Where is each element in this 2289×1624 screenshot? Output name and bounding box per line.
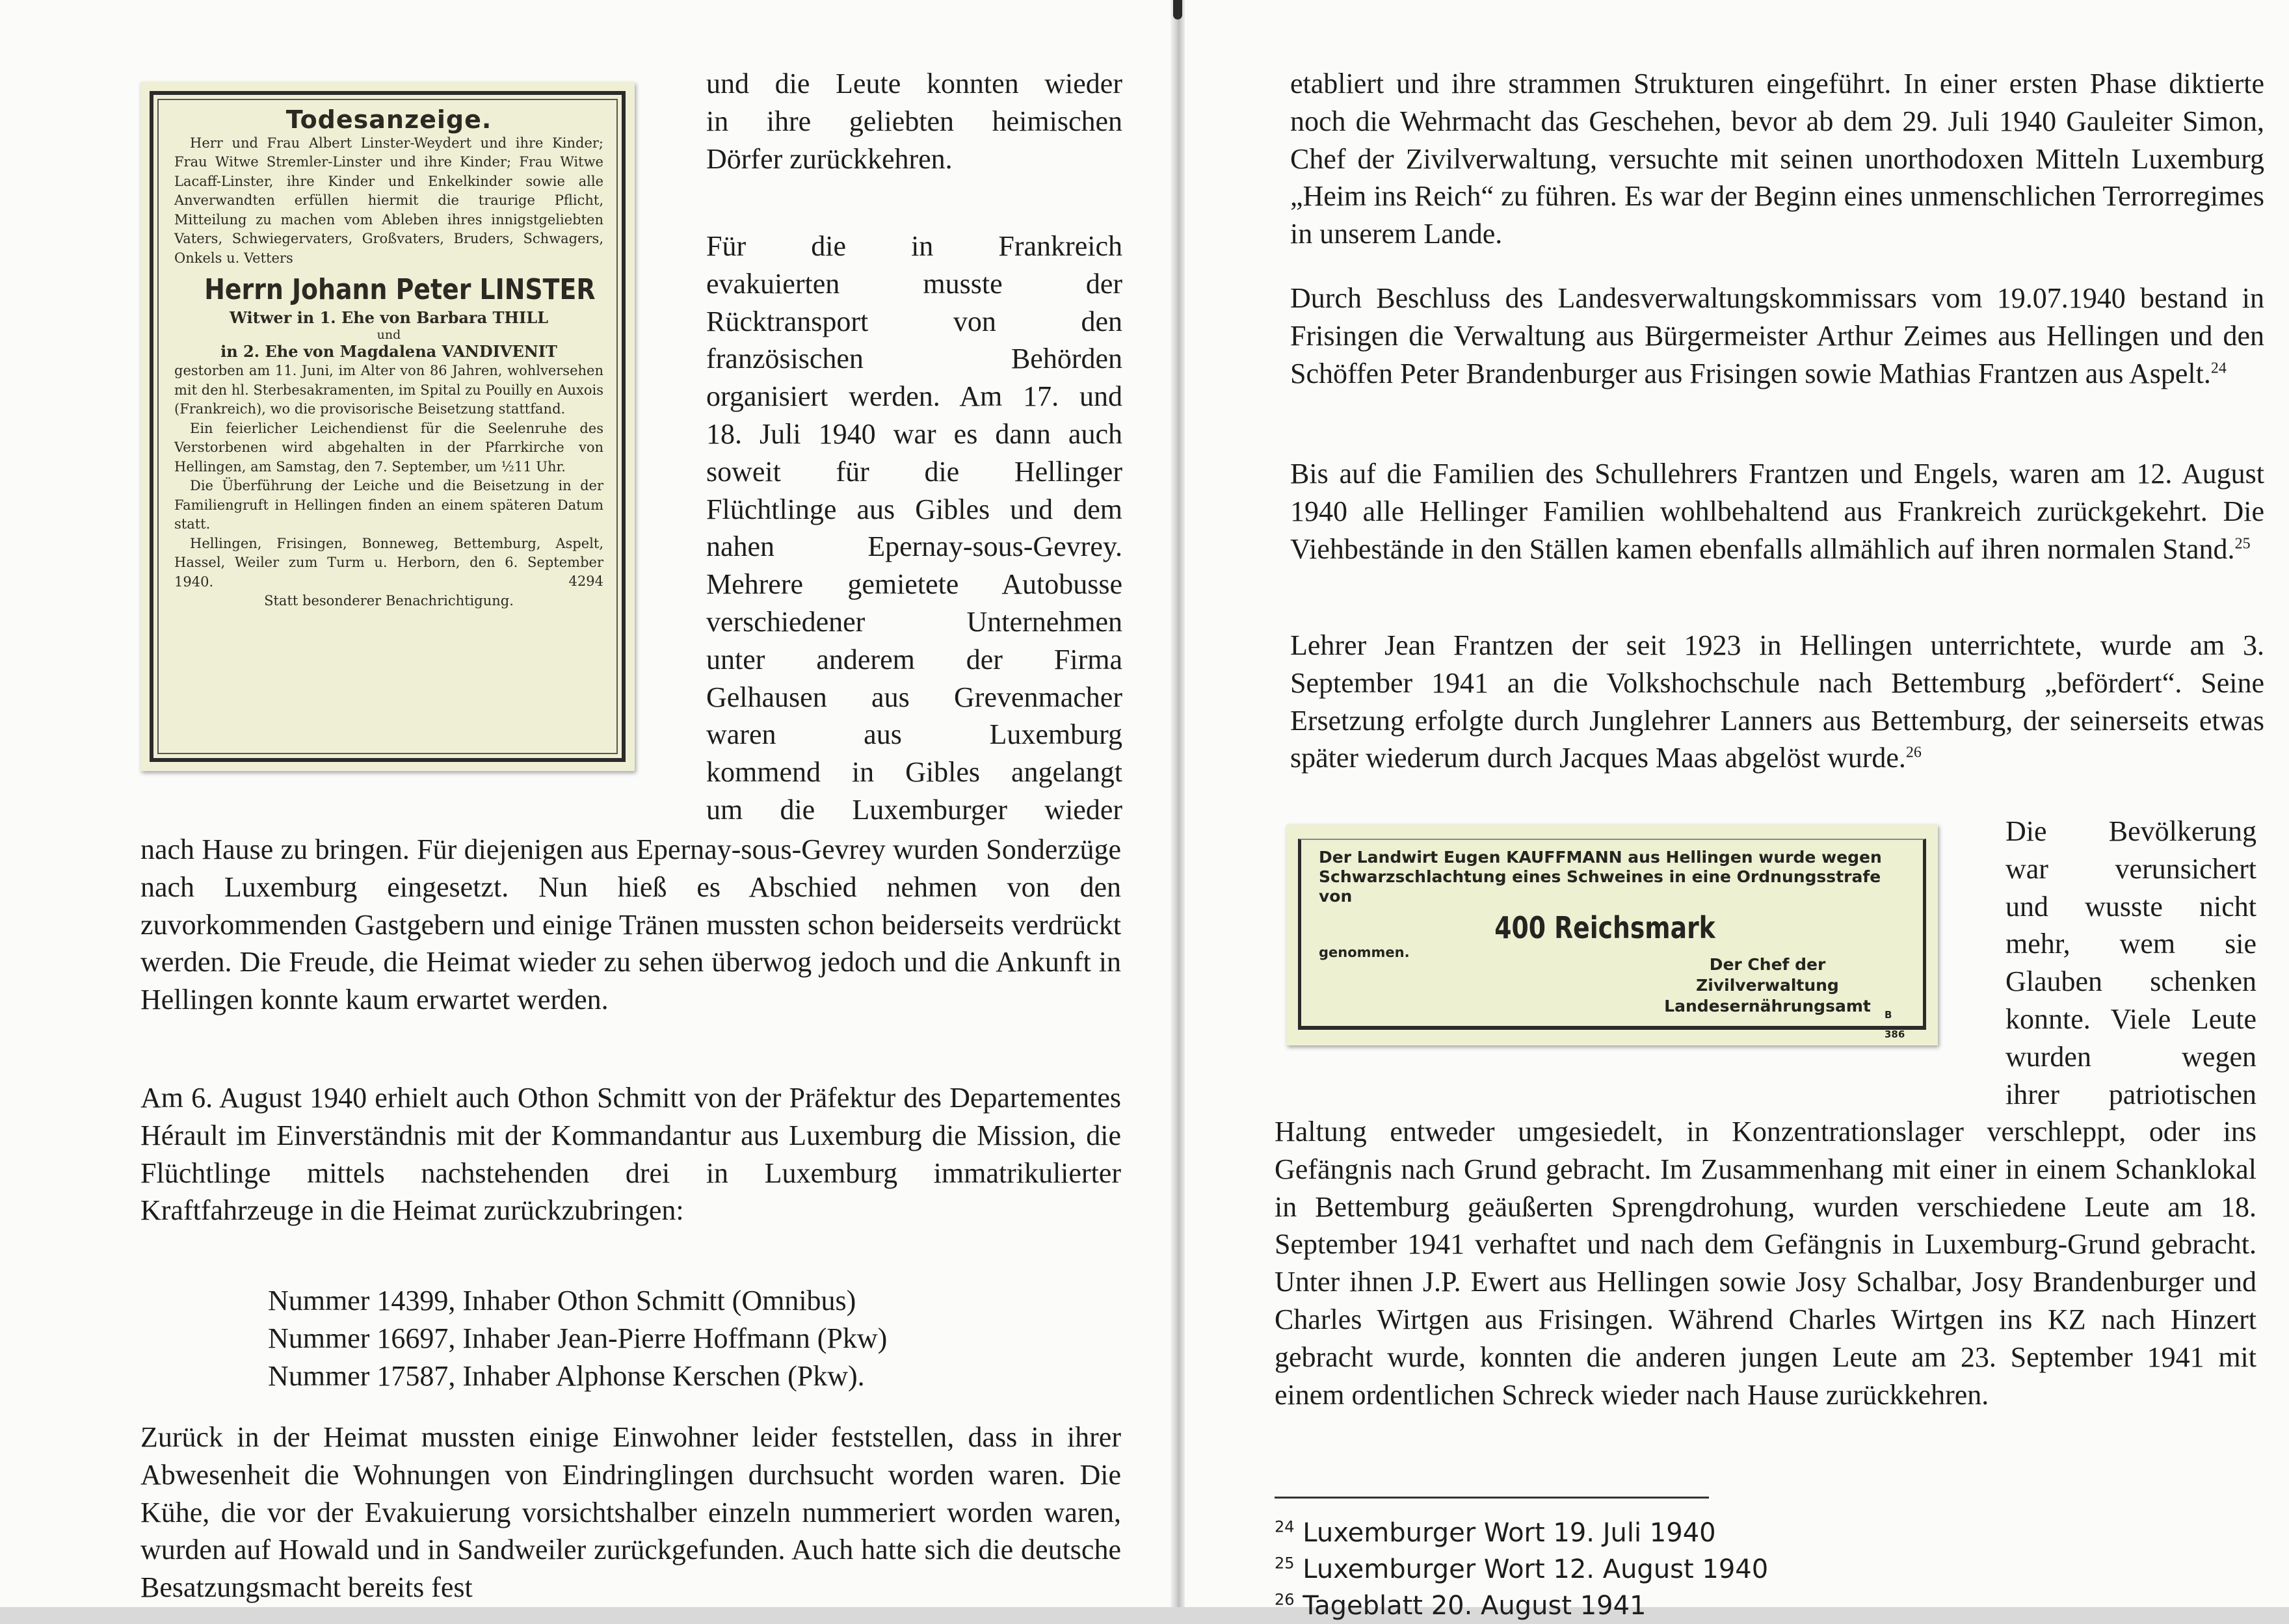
paragraph-2-continued: nach Hause zu bringen. Für diejenigen aus Epernay-sous-Gevrey wurden Sonderzüge nach Luxemburg eingesetzt. Nun hieß es Abschied nehmen von den zuvorkommenden Gastgebern und einige Tränen mussten schon beiderseits verdrückt werden. Die Freude, die Heimat wieder zu sehen überwog jedoch und die Ankunft in Hellingen konnte kaum erwartet werden. <box>140 833 1121 1016</box>
death-notice-number: 4294 <box>568 573 603 589</box>
footnote-ref[interactable]: 25 <box>2234 534 2251 552</box>
fine-notice-clipping <box>1286 824 1938 1045</box>
death-notice-second-marriage: in 2. Ehe von Magdalena VANDIVENIT <box>220 342 557 361</box>
death-notice-places: Hellingen, Frisingen, Bonneweg, Bettemburg, Aspelt, Hassel, Weiler zum Turm u. Herborn, den 6. September 1940. <box>174 535 603 590</box>
column-paragraph-1: und die Leute konnten wieder in ihre geliebten heimischen Dörfer zurückkehren. <box>706 68 1122 175</box>
footnote-25: $^{25}$ Luxemburger Wort 12. August 1940 <box>1275 1554 1769 1584</box>
bookmark-ribbon <box>1173 0 1182 20</box>
footnote-24: $^{24}$ Luxemburger Wort 19. Juli 1940 <box>1275 1517 1716 1548</box>
right-paragraph-1: etabliert und ihre strammen Strukturen eingeführt. In einer ersten Phase diktierte noch die Wehrmacht das Geschehen, bevor ab dem 29. Juli 1940 Gauleiter Simon, Chef der Zivilverwaltung, versuchte mit seinen unorthodoxen Mitteln Luxemburg „Heim ins Reich“ zu führen. Es war der Beginn eines unmenschlichen Terrorregimes in unserem Lande. <box>1290 68 2264 250</box>
paragraph-4: Zurück in der Heimat mussten einige Einwohner leider feststellen, dass in ihrer Abwesenheit die Wohnungen von Eindringlingen durchsucht worden waren. Die Kühe, die vor der Evakuierung vorsichtshalber einzeln nummeriert worden waren, wurden auf Howald und in Sandweiler zurückgefunden. Auch hatte sich die deutsche Besatzungsmacht bereits fest <box>140 1421 1121 1604</box>
footnote-ref[interactable]: 24 <box>2210 359 2227 376</box>
footnote-26: $^{26}$ Tageblatt 20. August 1941 <box>1275 1590 1647 1621</box>
death-notice-title: Todesanzeige. <box>285 105 492 134</box>
fine-notice-code: B 386 <box>1885 1009 1905 1040</box>
death-notice-intro: Herr und Frau Albert Linster-Weydert und ihre Kinder; Frau Witwe Stremler-Linster und ihre Kinder; Frau Witwe Lacaff-Linster, ihre Kinder und Enkelkinder sowie alle Anverwandten erfüllen hiermit die traurige Pflicht, Mitteilung zu machen vom Ableben ihres innigstgeliebten Vaters, Schwiegervaters, Großvaters, Bruders, Schwagers, Onkels u. Vetters <box>174 135 603 266</box>
vehicle-item: Nummer 14399, Inhaber Othon Schmitt (Omnibus) <box>268 1285 856 1316</box>
book-gutter <box>1171 0 1185 1607</box>
right-paragraph-3: Bis auf die Familien des Schullehrers Frantzen und Engels, waren am 12. August 1940 alle Hellinger Familien wohlbehaltend aus Frankreich zurückgekehrt. Die Viehbestände in den Ställen kamen ebenfalls allmählich auf ihren normalen Stand.$^{25}$ <box>1290 458 2264 565</box>
vehicle-item: Nummer 16697, Inhaber Jean-Pierre Hoffmann (Pkw) <box>268 1322 888 1354</box>
footnote-ref[interactable]: 26 <box>1905 744 1922 761</box>
death-notice-footer: Statt besonderer Benachrichtigung. <box>264 592 514 609</box>
death-notice-name: Herrn Johann Peter LINSTER <box>204 273 596 306</box>
death-notice-clipping <box>140 82 635 771</box>
right-paragraph-5-continued: Haltung entweder umgesiedelt, in Konzentrationslager verschleppt, oder ins Gefängnis nach Grund gebracht. Im Zusammenhang mit einer in einem Schanklokal in Bettemburg geäußerten Sprengdrohung, wurden verschiedene Leute am 18. September 1941 verhaftet und nach dem Gefängnis in Luxemburg-Grund gebracht. Unter ihnen J.P. Ewert aus Hellingen sowie Josy Schalbar, Josy Brandenburger und Charles Wirtgen aus Frisingen. Während Charles Wirtgen ins KZ nach Hinzert gebracht wurde, konnten die anderen jungen Leute am 23. September 1941 mit einem ordentlichen Schreck wieder nach Hause zurückkehren. <box>1275 1116 2256 1411</box>
death-notice-died: gestorben am 11. Juni, im Alter von 86 Jahren, wohlversehen mit den hl. Sterbesakramenten, im Spital zu Pouilly en Auxois (Frankreich), wo die provisorische Beisetzung stattfand. <box>174 363 603 417</box>
death-notice-und: und <box>377 328 401 342</box>
fine-notice-text: Der Landwirt Eugen KAUFFMANN aus Hellingen wurde wegen Schwarzschlachtung eines Schweines in eine Ordnungsstrafe von <box>1319 848 1882 906</box>
vehicle-list <box>268 1282 1113 1395</box>
death-notice-transfer: Die Überführung der Leiche und die Beisetzung in der Familiengruft in Hellingen finden an einem späteren Datum statt. <box>174 478 603 532</box>
paragraph-3: Am 6. August 1940 erhielt auch Othon Schmitt von der Präfektur des Departementes Hérault im Einverständnis mit der Kommandantur aus Luxemburg die Mission, die Flüchtlinge mittels nachstehenden drei in Luxemburg immatrikulierter Kraftfahrzeuge in die Heimat zurückzubringen: <box>140 1082 1121 1227</box>
right-paragraph-4: Lehrer Jean Frantzen der seit 1923 in Hellingen unterrichtete, wurde am 3. September 1941 an die Volkshochschule nach Bettemburg „befördert“. Seine Ersetzung erfolgte durch Junglehrer Lanners aus Bettemburg, der seinerseits etwas später wiederum durch Jacques Maas abgelöst wurde.$^{26}$ <box>1290 629 2264 774</box>
column-paragraph-2: Für die in Frankreich evakuierten musste der Rücktransport von den französischen Behörden organisiert werden. Am 17. und 18. Juli 1940 war es dann auch soweit für die Hellinger Flüchtlinge aus Gibles und dem nahen Epernay-sous-Gevrey. Mehrere gemietete Autobusse verschiedener Unternehmen unter anderem der Firma Gelhausen aus Grevenmacher waren aus Luxemburg kommend in Gibles angelangt um die Luxemburger wieder <box>706 230 1122 826</box>
fine-notice-taken: genommen. <box>1319 945 1410 960</box>
right-column-paragraph-5: Die Bevölkerung war verunsichert und wusste nicht mehr, wem sie Glauben schenken konnte. Viele Leute wurden wegen ihrer patriotischen <box>2005 815 2256 1110</box>
fine-notice-signature: Der Chef der Zivilverwaltung Landesernährungsamt <box>1664 955 1871 1015</box>
right-paragraph-2: Durch Beschluss des Landesverwaltungskommissars vom 19.07.1940 bestand in Frisingen die Verwaltung aus Bürgermeister Arthur Zeimes aus Hellingen und den Schöffen Peter Brandenburger aus Frisingen sowie Mathias Frantzen aus Aspelt.$^{24}$ <box>1290 282 2264 389</box>
footnote-divider <box>1275 1497 1709 1499</box>
death-notice-service: Ein feierlicher Leichendienst für die Seelenruhe des Verstorbenen wird abgehalten in der Pfarrkirche von Hellingen, am Samstag, den 7. September, um ½11 Uhr. <box>174 420 603 475</box>
vehicle-item: Nummer 17587, Inhaber Alphonse Kerschen (Pkw). <box>268 1359 865 1392</box>
fine-amount: 400 Reichsmark <box>1494 910 1715 945</box>
death-notice-widower: Witwer in 1. Ehe von Barbara THILL <box>230 308 548 327</box>
